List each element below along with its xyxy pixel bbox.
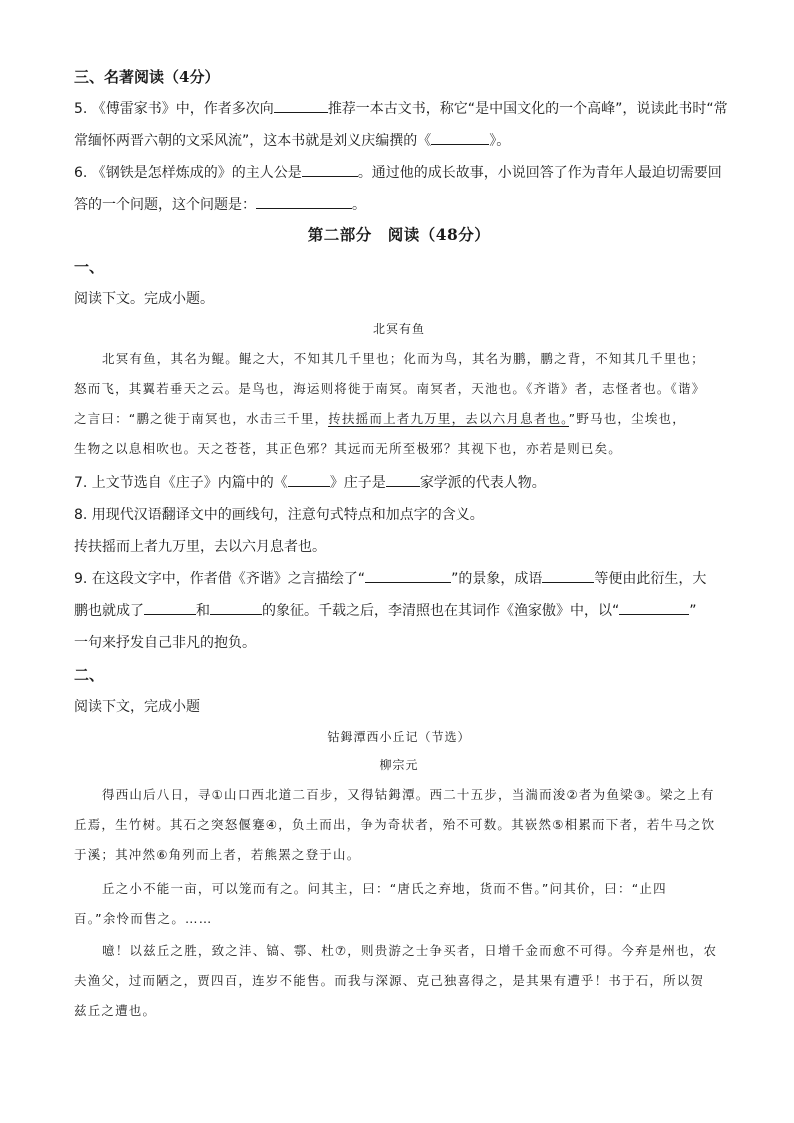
question-9-line-1: [74, 568, 706, 590]
question-9-line-3: 一句来抒发自己非凡的抱负。: [74, 635, 256, 651]
q9-text-d: 鹏也就成了: [74, 603, 144, 619]
q9-blank-5[interactable]: [619, 600, 689, 615]
passage2-line-2: 丘焉，生竹树。其石之突怒偃蹇④，负土而出，争为奇状者，殆不可数。其嵚然⑤相累而下者，若牛马之饮: [74, 817, 716, 832]
q7-blank-1[interactable]: [288, 472, 330, 487]
q5-text-b: 推荐一本古文书，称它“是中国文化的一个高峰”，说读此书时“常: [327, 101, 728, 117]
question-5-line-2: [74, 130, 510, 152]
q9-blank-3[interactable]: [144, 600, 196, 615]
question-8-sentence: 抟扶摇而上者九万里，去以六月息者也。: [74, 539, 326, 555]
passage2-title: 钴鉧潭西小丘记（节选）: [327, 730, 471, 744]
passage1-title: 北冥有鱼: [372, 322, 425, 336]
section3-heading: 三、名著阅读（4分）: [74, 68, 220, 86]
passage2-line-5: 百。”余怜而售之。……: [74, 911, 213, 926]
q7-text-c: 家学派的代表人物。: [419, 475, 546, 491]
question-9-line-2: [74, 600, 697, 622]
q9-blank-4[interactable]: [210, 600, 262, 615]
part2-item-two: 二、: [74, 666, 105, 684]
passage2-line-3: 于溪；其冲然⑥角列而上者，若熊罴之登于山。: [74, 847, 361, 862]
passage2-line-7: 夫渔父，过而陋之，贾四百，连岁不能售。而我与深源、克己独喜得之，是其果有遭乎！书于石，所以贺: [74, 973, 705, 988]
q5-blank-2[interactable]: [431, 130, 489, 145]
question-6-line-1: [74, 162, 722, 184]
q9-text-c: 等便由此衍生，大: [594, 571, 707, 587]
q9-text-e: 和: [196, 603, 210, 619]
q6-blank-1[interactable]: [302, 162, 358, 177]
q7-blank-2[interactable]: [386, 472, 420, 487]
passage2-author: 柳宗元: [379, 758, 419, 772]
passage1-line-4: 生物之以息相吹也。天之苍苍，其正色邪？其远而无所至极邪？其视下也，亦若是则已矣。: [74, 441, 623, 456]
q5-text-d: 》。: [489, 133, 511, 149]
passage1-line-3b: ”野马也，尘埃也，: [568, 411, 686, 426]
reading-instruction-2: 阅读下文，完成小题: [74, 699, 200, 715]
q5-text-c: 常缅怀两晋六朝的文采风流”，这本书就是刘义庆编撰的《: [74, 133, 432, 149]
question-5-line-1: [74, 98, 728, 120]
q6-blank-2[interactable]: [256, 194, 352, 209]
question-8: 8. 用现代汉语翻译文中的画线句，注意句式特点和加点字的含义。: [74, 507, 484, 523]
q6-text-a: 6. 《钢铁是怎样炼成的》的主人公是: [74, 165, 302, 181]
passage2-line-6: 噫！以兹丘之胜，致之沣、镐、鄠、杜⑦，则贵游之士争买者，日增千金而愈不可得。今弃是州也，农: [102, 943, 718, 958]
q9-text-g: ”: [689, 603, 697, 619]
reading-instruction-1: 阅读下文。完成小题。: [74, 291, 214, 307]
passage2-line-4: 丘之小不能一亩，可以笼而有之。问其主，曰：“唐氏之弃地，货而不售。”问其价，曰：“止四: [102, 881, 667, 896]
q5-text-a: 5. 《傅雷家书》中，作者多次向: [74, 101, 274, 117]
q7-text-a: 7. 上文节选自《庄子》内篇中的《: [74, 475, 288, 491]
passage1-line-1: 北冥有鱼，其名为鲲。鲲之大，不知其几千里也；化而为鸟，其名为鹏，鹏之背，不知其几千里也；: [102, 351, 705, 366]
q9-blank-2[interactable]: [542, 568, 594, 583]
question-6-line-2: [74, 194, 366, 216]
q9-text-b: ”的景象，成语: [451, 571, 543, 587]
q6-text-d: 。: [352, 197, 366, 213]
q7-text-b: 》庄子是: [329, 475, 386, 491]
part2-heading: 第二部分 阅读（48分）: [307, 225, 491, 244]
passage2-line-1: 得西山后八日，寻①山口西北道二百步，又得钴鉧潭。西二十五步，当湍而浚②者为鱼梁③。梁之上有: [102, 787, 715, 802]
underlined-sentence: 抟扶摇而上者九万里，去以六月息者也。: [328, 411, 569, 426]
question-7: [74, 472, 546, 494]
passage1-line-3: [74, 408, 686, 430]
q9-text-a: 9. 在这段文字中，作者借《齐谐》之言描绘了“: [74, 571, 366, 587]
q6-text-c: 答的一个问题，这个问题是：: [74, 197, 256, 213]
passage1-line-3a: 之言曰：“鹏之徙于南冥也，水击三千里，: [74, 411, 329, 426]
q6-text-b: 。通过他的成长故事，小说回答了作为青年人最迫切需要回: [357, 165, 722, 181]
q9-blank-1[interactable]: [365, 568, 451, 583]
part2-item-one: 一、: [74, 258, 105, 276]
passage1-line-2: 怒而飞，其翼若垂天之云。是鸟也，海运则将徙于南冥。南冥者，天池也。《齐谐》者，志怪者也。《谐》: [74, 381, 706, 396]
passage2-line-8: 兹丘之遭也。: [74, 1003, 157, 1018]
q5-blank-1[interactable]: [274, 98, 328, 113]
q9-text-f: 的象征。千载之后，李清照也在其词作《渔家傲》中，以“: [262, 603, 620, 619]
